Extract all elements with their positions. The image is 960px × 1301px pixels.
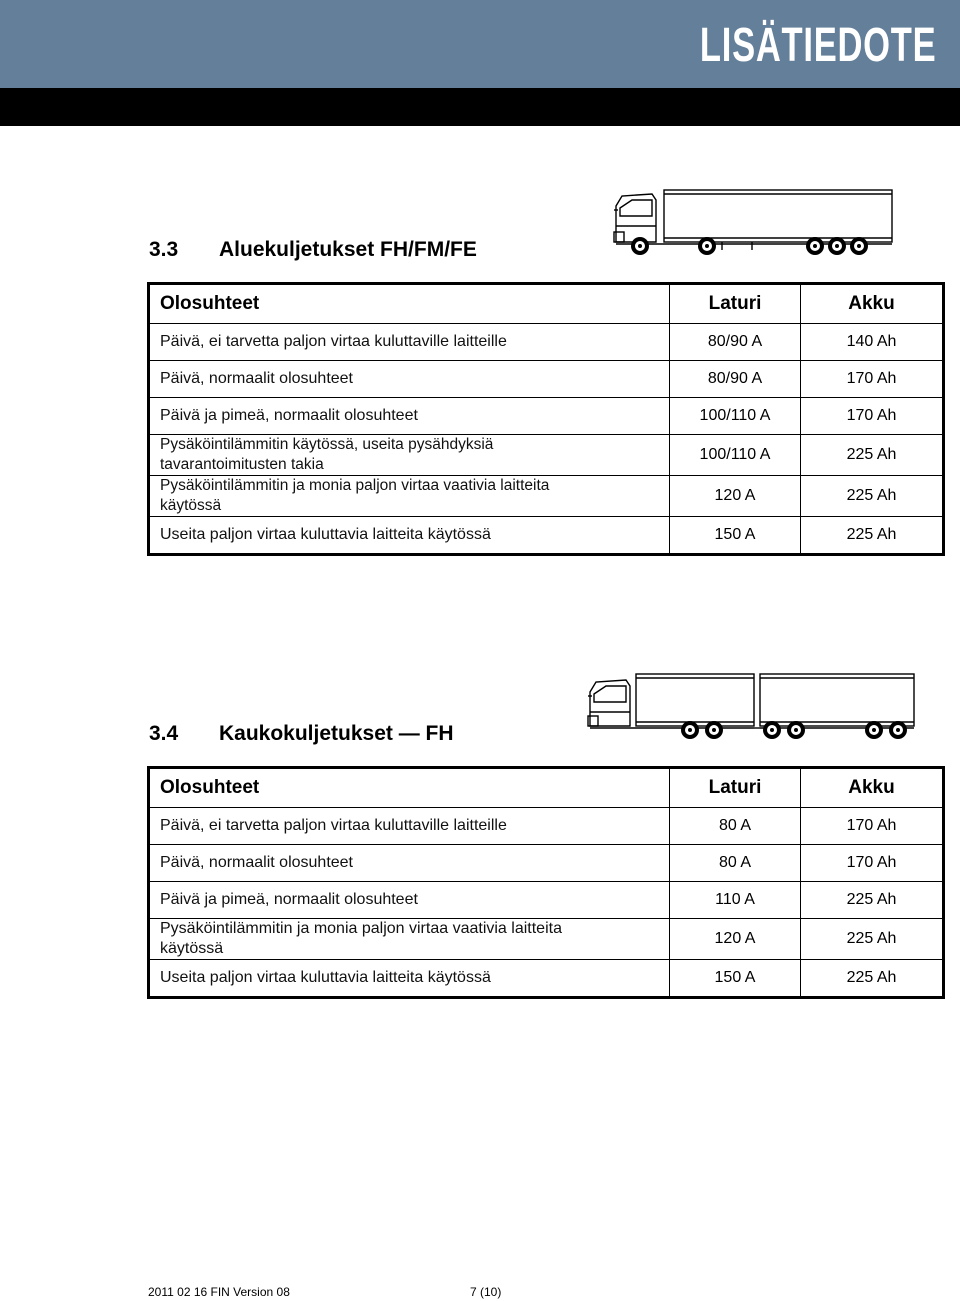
battery-cell: 225 Ah (801, 960, 944, 998)
section-number: 3.4 (149, 722, 179, 745)
section-heading: Kaukokuljetukset — FH (219, 722, 454, 745)
condition-cell: Pysäköintilämmitin käytössä, useita pysähdyksiä tavarantoimitusten takia (149, 435, 670, 476)
battery-cell: 140 Ah (801, 324, 944, 361)
header-banner-top (0, 0, 960, 88)
battery-cell: 225 Ah (801, 476, 944, 517)
battery-cell: 170 Ah (801, 398, 944, 435)
semi-trailer-truck-illustration (612, 186, 897, 258)
alternator-cell: 80 A (670, 845, 801, 882)
battery-cell: 225 Ah (801, 882, 944, 919)
table-row (149, 882, 944, 919)
regional-transport-table (147, 282, 945, 556)
condition-cell: Päivä, ei tarvetta paljon virtaa kuluttaville laitteille (149, 324, 670, 361)
table-row (149, 845, 944, 882)
alternator-cell: 150 A (670, 960, 801, 998)
long-haul-transport-table (147, 766, 945, 999)
alternator-cell: 110 A (670, 882, 801, 919)
model-list: FH, FM, FE, FL (43, 187, 161, 206)
table-row (149, 435, 944, 476)
page-footer (148, 1285, 501, 1299)
table-row (149, 476, 944, 517)
alternator-cell: 120 A (670, 476, 801, 517)
battery-cell: 225 Ah (801, 919, 944, 960)
table-row (149, 361, 944, 398)
condition-cell: Pysäköintilämmitin ja monia paljon virtaa vaativia laitteita käytössä (149, 476, 670, 517)
alternator-cell: 120 A (670, 919, 801, 960)
condition-cell: Pysäköintilämmitin ja monia paljon virtaa vaativia laitteita käytössä (149, 919, 670, 960)
alternator-cell: 80/90 A (670, 324, 801, 361)
section-title-3-3 (149, 238, 477, 262)
battery-cell: 225 Ah (801, 517, 944, 555)
section-number: 3.3 (149, 238, 179, 261)
condition-cell: Päivä ja pimeä, normaalit olosuhteet (149, 398, 670, 435)
alternator-cell: 100/110 A (670, 435, 801, 476)
version-label: 2011 02 16 FIN Version 08 (148, 1285, 290, 1299)
battery-cell: 170 Ah (801, 361, 944, 398)
wheel-group (631, 237, 868, 255)
column-header-battery: Akku (801, 768, 944, 808)
condition-cell: Päivä, ei tarvetta paljon virtaa kuluttaville laitteille (149, 808, 670, 845)
table-row (149, 808, 944, 845)
header-banner-bottom (0, 88, 960, 206)
battery-cell: 170 Ah (801, 845, 944, 882)
wheel-group (681, 721, 907, 739)
section-heading: Aluekuljetukset FH/FM/FE (219, 238, 477, 261)
brand-logo: LISÄTIEDOTE (699, 19, 936, 72)
battery-cell: 170 Ah (801, 808, 944, 845)
table-row (149, 517, 944, 555)
column-header-conditions: Olosuhteet (149, 284, 670, 324)
table-row (149, 919, 944, 960)
condition-cell: Useita paljon virtaa kuluttavia laitteita käytössä (149, 517, 670, 555)
column-header-battery: Akku (801, 284, 944, 324)
condition-cell: Päivä ja pimeä, normaalit olosuhteet (149, 882, 670, 919)
column-header-alternator: Laturi (670, 768, 801, 808)
alternator-cell: 80 A (670, 808, 801, 845)
table-header-row (149, 284, 944, 324)
table-row (149, 398, 944, 435)
condition-cell: Päivä, normaalit olosuhteet (149, 845, 670, 882)
alternator-cell: 80/90 A (670, 361, 801, 398)
table-row (149, 324, 944, 361)
alternator-cell: 100/110 A (670, 398, 801, 435)
truck-with-trailer-illustration (586, 670, 918, 742)
battery-cell: 225 Ah (801, 435, 944, 476)
table-row (149, 960, 944, 998)
alternator-cell: 150 A (670, 517, 801, 555)
condition-cell: Päivä, normaalit olosuhteet (149, 361, 670, 398)
header-banner (0, 0, 960, 206)
table-header-row (149, 768, 944, 808)
column-header-alternator: Laturi (670, 284, 801, 324)
section-title-3-4 (149, 722, 454, 746)
condition-cell: Useita paljon virtaa kuluttavia laitteita käytössä (149, 960, 670, 998)
document-subject: Laturin ja akun kapasiteettisuositukset (646, 187, 934, 206)
column-header-conditions: Olosuhteet (149, 768, 670, 808)
page-number: 7 (10) (470, 1285, 502, 1299)
